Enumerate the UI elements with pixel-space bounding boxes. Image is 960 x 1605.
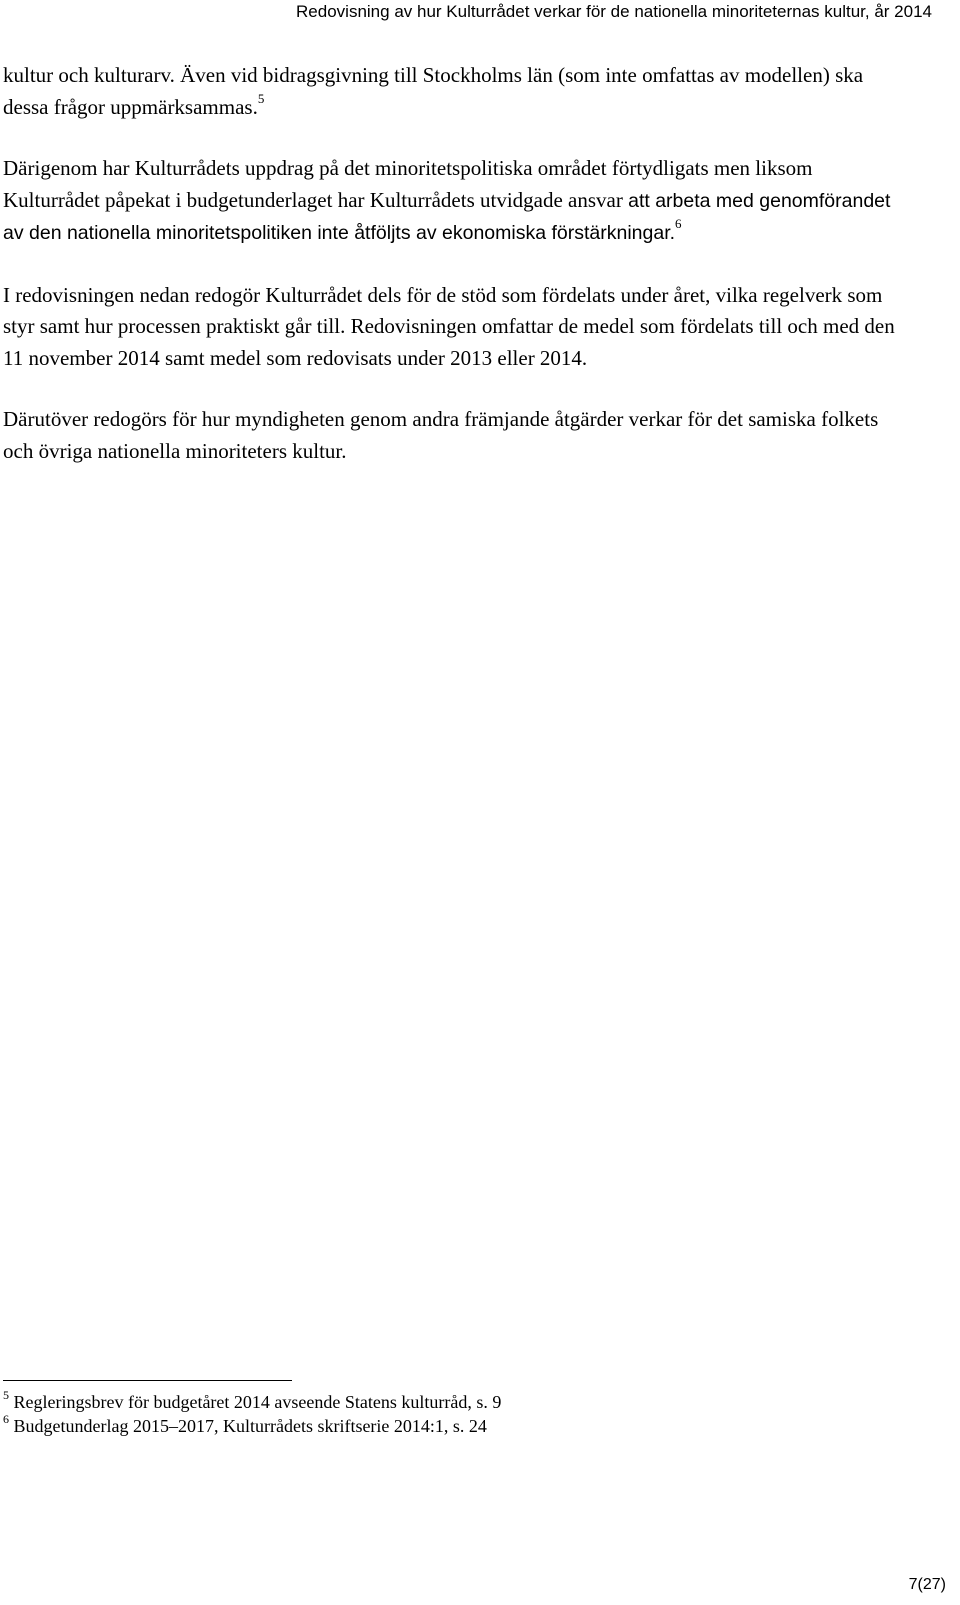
footnotes <box>3 1390 903 1438</box>
footnote-6-number: 6 <box>3 1412 9 1426</box>
page-number: 7(27) <box>908 1576 946 1593</box>
paragraph-4: Därutöver redogörs för hur myndigheten genom andra främjande åtgärder verkar för det samiska folkets och övriga nationella minoriteters kultur. <box>3 407 879 463</box>
footnote-separator <box>3 1380 292 1381</box>
footnote-5 <box>3 1390 903 1414</box>
paragraph-2-sans-text: att arbeta med genomförandet av den nationella minoritetspolitiken inte åtföljts av ekonomiska förstärkningar. <box>3 189 891 244</box>
footnote-6 <box>3 1414 903 1438</box>
paragraph-3: I redovisningen nedan redogör Kulturrådet dels för de stöd som fördelats under året, vilka regelverk som styr samt hur processen praktiskt går till. Redovisningen omfattar de medel som fördelats till och med den 11 november 2014 samt medel som redovisats under 2013 eller 2014. <box>3 282 895 370</box>
footnote-5-number: 5 <box>3 1388 9 1402</box>
footnote-6-text: Budgetunderlag 2015–2017, Kulturrådets skriftserie 2014:1, s. 24 <box>13 1416 487 1436</box>
running-header: Redovisning av hur Kulturrådet verkar för de nationella minoriteternas kultur, år 2014 <box>296 2 932 21</box>
paragraph-1 <box>3 60 903 123</box>
paragraph-2-serif-text: Därigenom har Kulturrådets uppdrag på det minoritetspolitiska området förtydligats men liksom Kulturrådet påpekat i budgetunderlaget har Kulturrådets utvidgade ansvar <box>3 156 813 212</box>
document-body <box>3 60 903 497</box>
footnote-ref-6[interactable]: 6 <box>675 216 682 231</box>
footnote-ref-5[interactable]: 5 <box>257 90 265 106</box>
paragraph-2 <box>3 153 903 250</box>
footnote-5-text: Regleringsbrev för budgetåret 2014 avseende Statens kulturråd, s. 9 <box>13 1392 502 1412</box>
paragraph-1-text: kultur och kulturarv. Även vid bidragsgivning till Stockholms län (som inte omfattas av modellen) ska dessa frågor uppmärksammas. <box>3 63 864 119</box>
